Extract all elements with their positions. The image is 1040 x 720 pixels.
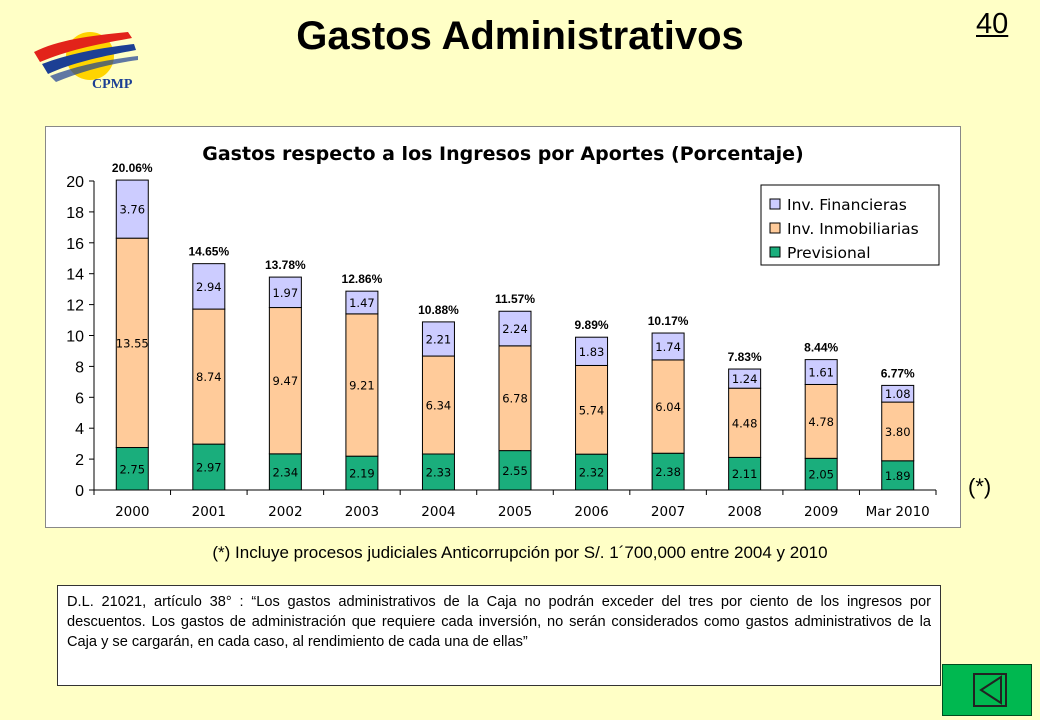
segment-label: 1.97: [272, 285, 299, 300]
segment-label: 13.55: [115, 336, 149, 351]
total-label: 10.88%: [418, 302, 459, 317]
total-label: 14.65%: [188, 244, 230, 259]
segment-label: 2.94: [196, 279, 222, 294]
segment-label: 2.33: [425, 465, 452, 480]
x-tick-label: 2003: [344, 504, 380, 520]
x-tick-label: 2000: [115, 504, 150, 520]
segment-label: 2.11: [731, 467, 758, 482]
y-tick-label: 4: [75, 421, 84, 439]
legend-label: Inv. Financieras: [787, 196, 907, 214]
x-tick-label: 2007: [650, 504, 686, 520]
footnote: (*) Incluye procesos judiciales Anticorrupción por S/. 1´700,000 entre 2004 y 2010: [212, 543, 828, 562]
legend-label: Previsional: [787, 244, 871, 262]
segment-label: 8.74: [196, 370, 222, 385]
total-label: 6.77%: [880, 366, 915, 381]
y-tick-label: 16: [66, 235, 84, 253]
y-tick-label: 2: [75, 452, 84, 470]
page-title: Gastos Administrativos: [296, 14, 744, 58]
y-tick-label: 6: [75, 390, 84, 408]
y-tick-label: 20: [66, 174, 84, 191]
segment-label: 3.80: [884, 424, 911, 439]
logo-text: CPMP: [92, 77, 133, 92]
y-tick-label: 14: [66, 266, 84, 284]
x-tick-label: 2004: [421, 504, 456, 520]
segment-label: 4.78: [808, 414, 834, 429]
asterisk-note: (*): [968, 474, 992, 499]
segment-label: 2.19: [349, 466, 375, 481]
segment-label: 1.89: [884, 468, 911, 483]
chart-title: Gastos respecto a los Ingresos por Aportes (Porcentaje): [202, 143, 804, 165]
segment-label: 9.21: [349, 378, 375, 393]
x-tick-label: 2001: [191, 504, 226, 520]
y-tick-label: 18: [66, 204, 84, 222]
segment-label: 3.76: [119, 202, 146, 217]
segment-label: 6.04: [655, 400, 681, 415]
segment-label: 6.78: [502, 391, 528, 406]
segment-label: 1.08: [884, 387, 911, 402]
segment-label: 9.47: [272, 374, 299, 389]
cpmp-logo: [28, 22, 148, 102]
law-text-box: D.L. 21021, artículo 38° : “Los gastos administrativos de la Caja no podrán exceder del tres por ciento de los ingresos por descuentos. Los gastos de administración que requiere cada inversión, no serán considerados como gastos administrativos de la Caja y se cargarán, en cada caso, al rendimiento de cada una de ellas”: [57, 585, 941, 686]
x-tick-label: 2006: [574, 504, 609, 520]
total-label: 13.78%: [265, 258, 306, 273]
segment-label: 4.48: [731, 416, 758, 431]
segment-label: 1.74: [655, 339, 681, 354]
segment-label: 2.34: [272, 465, 299, 480]
segment-label: 2.75: [119, 462, 146, 477]
legend-swatch: [770, 223, 780, 233]
total-label: 20.06%: [111, 161, 153, 176]
segment-label: 1.24: [731, 372, 758, 387]
y-tick-label: 12: [66, 297, 84, 315]
total-label: 12.86%: [341, 272, 383, 287]
chart-area: [45, 126, 961, 528]
segment-label: 1.61: [808, 365, 834, 380]
total-label: 9.89%: [574, 318, 609, 333]
back-button[interactable]: [942, 664, 1032, 716]
segment-label: 6.34: [425, 398, 452, 413]
segment-label: 2.24: [502, 322, 528, 337]
x-tick-label: 2005: [497, 504, 533, 520]
x-tick-label: 2008: [727, 504, 762, 520]
legend-swatch: [770, 199, 780, 209]
total-label: 7.83%: [727, 350, 762, 365]
segment-label: 1.83: [578, 344, 605, 359]
y-tick-label: 8: [75, 359, 84, 377]
x-tick-label: Mar 2010: [865, 504, 930, 520]
segment-label: 2.55: [502, 463, 528, 478]
segment-label: 2.21: [425, 332, 452, 347]
legend-swatch: [770, 247, 780, 257]
y-tick-label: 0: [75, 483, 84, 500]
total-label: 10.17%: [647, 314, 689, 329]
segment-label: 2.32: [578, 465, 605, 480]
stacked-bar-chart: [46, 127, 960, 527]
page-number: 40: [976, 8, 1009, 40]
legend-label: Inv. Inmobiliarias: [787, 220, 919, 238]
x-tick-label: 2002: [268, 504, 303, 520]
segment-label: 2.97: [196, 460, 222, 475]
total-label: 8.44%: [804, 340, 839, 355]
back-arrow-icon: [943, 665, 1033, 717]
segment-label: 1.47: [349, 296, 375, 311]
segment-label: 2.38: [655, 465, 681, 480]
y-tick-label: 10: [66, 328, 84, 346]
segment-label: 2.05: [808, 467, 834, 482]
x-tick-label: 2009: [804, 504, 839, 520]
segment-label: 5.74: [578, 403, 605, 418]
total-label: 11.57%: [494, 292, 536, 307]
